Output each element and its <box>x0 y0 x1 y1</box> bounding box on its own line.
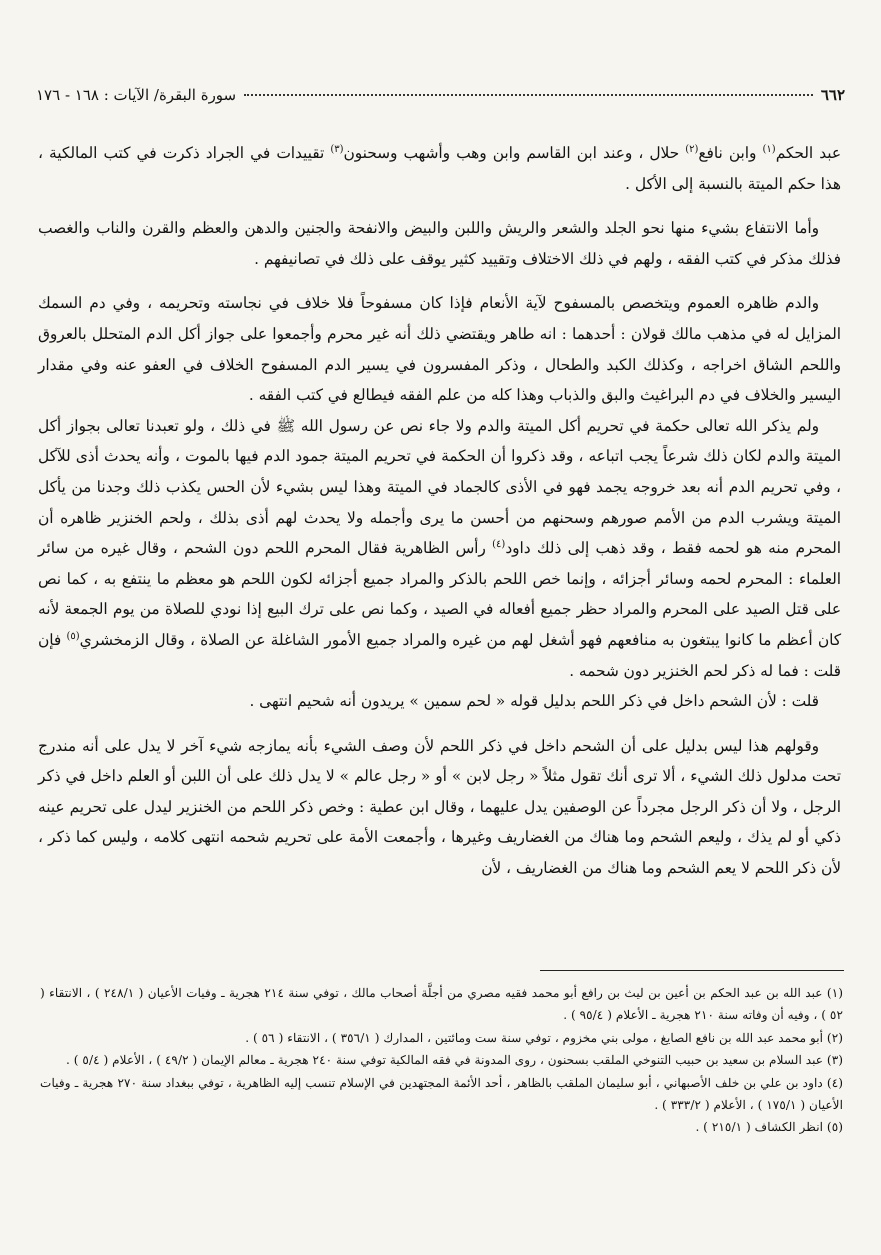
running-header <box>36 86 845 104</box>
body-paragraph <box>38 288 841 410</box>
footnote: (٣) عبد السلام بن سعيد بن حبيب التنوخي الملقب بسحنون ، روى المدونة في فقه المالكية توفي سنة ٢٤٠ هجرية ـ معالم الإيمان ( ٤٩/٢ ) ، الأعلام ( ٥/٤ ) . <box>66 1053 843 1068</box>
dotted-leader <box>244 94 813 96</box>
footnote: (٢) أبو محمد عبد الله بن نافع الصايغ ، مولى بني مخزوم ، توفي سنة ست ومائتين ، المدارك ( ٣٥٦/١ ) ، الانتقاء ( ٥٦ ) . <box>245 1030 843 1045</box>
footnote-marker: (٥) <box>66 630 80 642</box>
body-paragraph <box>38 731 841 884</box>
footnote-marker: (٣) <box>330 143 344 155</box>
body-paragraph <box>38 686 841 717</box>
footnotes <box>40 982 843 1139</box>
paragraph-text: وأما الانتفاع بشيء منها نحو الجلد والشعر والريش واللبن والبيض والانفحة والجنين والدهن والعظم والقرن والناب والغصب فذلك مذكر في كتب الفقه ، ولهم في ذلك الاختلاف وتقييد كثير يوقف على ذلك في تصانيفهم . <box>38 219 841 268</box>
footnote: (٤) داود بن علي بن خلف الأصبهاني ، أبو سليمان الملقب بالظاهر ، أحد الأئمة المجتهدين في الإسلام تنسب إليه الظاهرية ، توفي ببغداد سنة ٢٧٠ هجرية ـ وفيات الأعيان ( ١٧٥/١ ) ، الأعلام ( ٣٣٣/٢ ) . <box>40 1075 843 1113</box>
footnote-separator <box>540 970 844 971</box>
footnote-marker: (٢) <box>685 143 699 155</box>
footnote-marker: (٤) <box>492 539 506 551</box>
body-paragraph <box>38 213 841 274</box>
body-paragraph <box>38 138 841 199</box>
paragraph-text: حلال ، وعند ابن القاسم وابن وهب وأشهب وسحنون <box>343 144 686 162</box>
footnote: (١) عبد الله بن عبد الحكم بن أعين بن ليث بن رافع أبو محمد فقيه مصري من أجلَّة أصحاب مالك ، توفي سنة ٢١٤ هجرية ـ وفيات الأعيان ( ٢٤٨/١ ) ، الانتقاء ( ٥٢ ) ، وفيه أن وفاته سنة ٢١٠ هجرية ـ الأعلام ( ٩٥/٤ ) . <box>40 986 843 1023</box>
paragraph-text: ولم يذكر الله تعالى حكمة في تحريم أكل الميتة والدم ولا جاء نص عن رسول الله ﷺ في ذلك ، ولو تعبدنا تعالى بجواز أكل الميتة والدم لكان ذلك شرعاً يجب اتباعه ، وقد ذكروا أن الحكمة في تحريم الميتة جمود الدم فيها بالموت ، وأنه يحدث أذى للآكل ، وفي تحريم الدم أنه بعد خروجه يجمد فهو في الأذى كالجماد في الميتة وهذا ليس بشيء لأن الحس يكذب ذلك وجدنا من يأكل الميتة ويشرب الدم من الأمم صورهم وسحنهم من أحسن ما يرى وأجمله ولا يحدث لهم أذى بذلك ، ولحم الخنزير ظاهره أن المحرم منه هو لحمه فقط ، وقد ذهب إلى ذلك داود <box>38 416 841 558</box>
paragraph-text: تقييدات في الجراد ذكرت في كتب المالكية ، هذا حكم الميتة بالنسبة إلى الأكل . <box>38 144 841 193</box>
footnote: (٥) انظر الكشاف ( ٢١٥/١ ) . <box>695 1120 843 1135</box>
page-number: ٦٦٢ <box>820 86 845 104</box>
paragraph-text: قلت : لأن الشحم داخل في ذكر اللحم بدليل قوله « لحم سمين » يريدون أنه شحيم انتهى . <box>249 692 819 711</box>
paragraph-text: وقولهم هذا ليس بدليل على أن الشحم داخل في ذكر اللحم لأن وصف الشيء بأنه يمازجه شيء آخر لا يدل على أنه مندرج تحت مدلول ذلك الشيء ، ألا ترى أنك تقول مثلاً « رجل لابن » أو « رجل عالم » لا يدل ذلك على أن اللبن أو العلم داخل في ذكر الرجل ، ولا أن ذكر الرجل مجرداً عن الوصفين يدل عليهما ، وقال ابن عطية : وخص ذكر اللحم من الخنزير ليدل على تحريم عينه ذكي أو لم يذك ، وليعم الشحم وما هناك من الغضاريف وغيرها ، وأجمعت الأمة على تحريم شحمه انتهى كلامه ، وليس كما ذكر ، لأن ذكر اللحم لا يعم الشحم وما هناك من الغضاريف ، لأن <box>38 736 841 878</box>
paragraph-text: وابن نافع <box>698 144 763 162</box>
main-text <box>38 124 841 884</box>
paragraph-text: رأس الظاهرية فقال المحرم اللحم دون الشحم ، وقال غيره من سائر العلماء : المحرم لحمه وسائر أجزائه ، وإنما خص اللحم بالذكر والمراد جميع أجزائه لكون اللحم هو معظم ما ينتفع به ، كما نص على قتل الصيد على المحرم والمراد حظر جميع أفعاله في الصيد ، وكما نص على ترك البيع إذا نودي للصلاة من يوم الجمعة لأنه كان أعظم ما كانوا يبتغون به منافعهم فهو أشغل لهم من غيره والمراد جميع الأمور الشاغلة عن الصلاة ، وقال الزمخشري <box>38 539 842 649</box>
body-paragraph <box>38 411 841 686</box>
paragraph-text: عبد الحكم <box>775 144 842 162</box>
running-title: سورة البقرة/ الآيات : ١٦٨ - ١٧٦ <box>36 86 237 104</box>
paragraph-text: والدم ظاهره العموم ويتخصص بالمسفوح لآية الأنعام فإذا كان مسفوحاً فلا خلاف في نجاسته وتحريمه ، وفي دم السمك المزايل له في مذهب مالك قولان : أحدهما : انه طاهر ويقتضي ذلك أنه غير محرم وأجمعوا على جواز أكل الدم المتحلل بالعروق واللحم الشاق اخراجه ، وكذلك الكبد والطحال ، وذكر المفسرون في يسير الدم المسفوح الخلاف في العفو عنه وفي مقدار اليسير والخلاف في دم البراغيث والبق والذباب وهذا كله من علم الفقه فيطالع في كتب الفقه . <box>38 294 841 405</box>
paragraph-text: فإن قلت : فما له ذكر لحم الخنزير دون شحمه . <box>38 630 841 680</box>
footnote-marker: (١) <box>762 143 776 155</box>
